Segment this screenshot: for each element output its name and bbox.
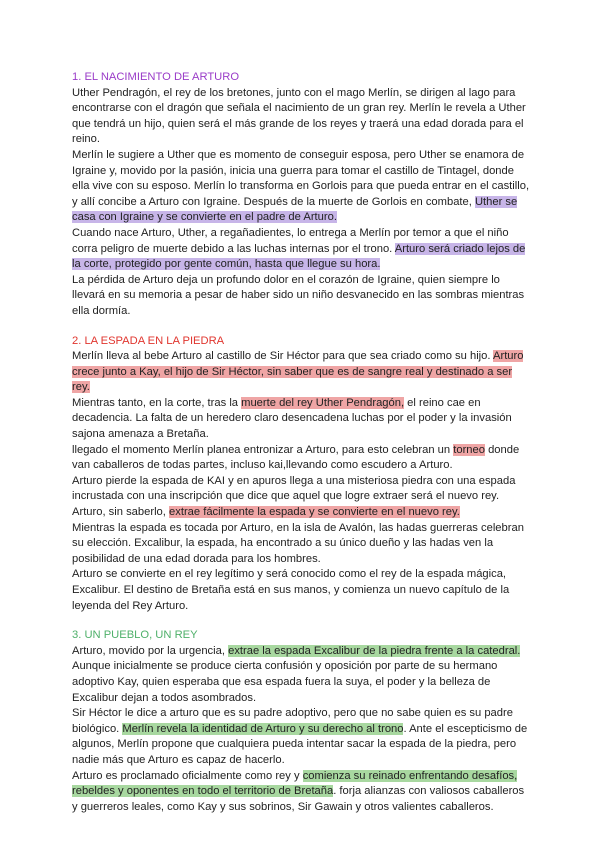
highlighted-text: Arturo crece junto a Kay, el hijo de Sir Héctor, sin saber que es de sangre real y destinado a ser rey. — [72, 350, 524, 394]
text-run: . Ante el escepticismo de algunos, Merlín propone que cualquiera pueda intentar sacar la espada de la piedra, pero nadie más que Arturo es capaz de hacerlo. — [72, 722, 528, 766]
text-run: Merlín lleva al bebe Arturo al castillo de Sir Héctor para que sea criado como su hijo. — [72, 350, 493, 363]
section-3-paragraph-2 — [72, 706, 532, 768]
highlighted-text: muerte del rey Uther Pendragón, — [241, 396, 405, 409]
text-run: Sir Héctor le dice a arturo que es su padre adoptivo, pero que no sabe quien es su padre biológico. — [72, 707, 513, 735]
section-2-paragraph-6: Arturo se convierte en el rey legítimo y será conocido como el rey de la espada mágica, Excalibur. El destino de Bretaña está en sus manos, y comienza un nuevo capítulo de la leyenda del Rey Arturo. — [72, 568, 510, 612]
text-run: el reino cae en decadencia. La falta de un heredero claro desencadena luchas por el poder y la invasión sajona amenaza a Bretaña. — [72, 396, 512, 441]
text-run: donde van caballeros de todas partes, incluso kai,llevando como escudero a Arturo. — [72, 443, 520, 472]
text-run: . forja alianzas con valiosos caballeros y guerreros leales, como Kay y sus sobrinos, Sir Gawain y otros valientes caballeros. — [72, 785, 525, 813]
section-2-heading: 2. LA ESPADA EN LA PIEDRA — [72, 334, 225, 347]
section-2-paragraph-2 — [72, 396, 532, 443]
section-2-paragraph-4 — [72, 474, 532, 521]
highlighted-text: comienza su reinado enfrentando desafíos, rebeldes y oponentes en todo el territorio de Bretaña — [72, 769, 518, 798]
section-2-paragraph-1 — [72, 349, 532, 396]
text-run: Merlín le sugiere a Uther que es momento de conseguir esposa, pero Uther se enamora de Igraine y, movido por la pasión, inicia una guerra para tomar el castillo de Tintagel, donde ella vive con su esposo. Merlín lo transforma en Gorlois para que pueda entrar en el castillo, y allí concibe a Arturo con Igraine. Después de la muerte de Gorlois en combate, — [72, 148, 530, 208]
text-run: Aunque inicialmente se produce cierta confusión y oposición por parte de su hermano adoptivo Kay, quien esperaba que esa espada fuera la suya, el poder y la belleza de Excalibur dejan a todos asombrados. — [72, 660, 498, 704]
section-3 — [72, 628, 532, 815]
section-3-paragraph-3 — [72, 769, 532, 816]
section-1-paragraph-3 — [72, 226, 532, 273]
highlighted-text: Arturo será criado lejos de la corte, protegido por gente común, hasta que llegue su hora. — [72, 242, 526, 271]
section-2-paragraph-3 — [72, 443, 532, 474]
section-1-paragraph-4: La pérdida de Arturo deja un profundo dolor en el corazón de Igraine, quien siempre lo llevará en su memoria a pesar de haber sido un niño desvanecido en las sombras mientras ella dormía. — [72, 273, 525, 317]
highlighted-text: Uther se casa con Igraine y se convierte en el padre de Arturo. — [72, 195, 518, 224]
text-run: llegado el momento Merlín planea entronizar a Arturo, para esto celebran un — [72, 443, 454, 456]
document-page — [72, 70, 532, 829]
section-1 — [72, 70, 532, 320]
text-run: Cuando nace Arturo, Uther, a regañadientes, lo entrega a Merlín por temor a que el niño corra peligro de muerte debido a las luchas internas por el trono. — [72, 226, 509, 255]
highlighted-text: extrae la espada Excalibur de la piedra frente a la catedral. — [228, 644, 521, 657]
text-run: Arturo es proclamado oficialmente como rey y — [72, 769, 303, 782]
section-1-paragraph-2 — [72, 148, 532, 226]
section-3-paragraph-1 — [72, 644, 532, 706]
highlighted-text: torneo — [453, 443, 485, 456]
text-run: Arturo pierde la espada de KAI y en apuros llega a una misteriosa piedra con una espada incrustada con una inscripción que dice que aquel que logre extraer será el nuevo rey. Arturo, sin saberlo, — [72, 474, 516, 519]
section-1-paragraph-1: Uther Pendragón, el rey de los bretones, junto con el mago Merlín, se dirigen al lago para encontrarse con el dragón que señala el nacimiento de un gran rey. Merlín le revela a Uther que tendrá un hijo, quien será el más grande de los reyes y traerá una edad dorada para el reino. — [72, 86, 526, 146]
text-run: Arturo, movido por la urgencia, — [72, 644, 229, 657]
highlighted-text: extrae fácilmente la espada y se convierte en el nuevo rey. — [169, 506, 460, 519]
text-run: Mientras tanto, en la corte, tras la — [72, 396, 242, 409]
section-1-heading: 1. EL NACIMIENTO DE ARTURO — [72, 71, 240, 83]
section-2-paragraph-5: Mientras la espada es tocada por Arturo, en la isla de Avalón, las hadas guerreras celebran su elección. Excalibur, la espada, ha encontrado a su único dueño y las hadas ven la posibilidad de una edad dorada para los hombres. — [72, 521, 524, 565]
highlighted-text: Merlín revela la identidad de Arturo y su derecho al trono — [122, 722, 404, 735]
section-2 — [72, 334, 532, 615]
section-3-heading: 3. UN PUEBLO, UN REY — [72, 629, 198, 642]
